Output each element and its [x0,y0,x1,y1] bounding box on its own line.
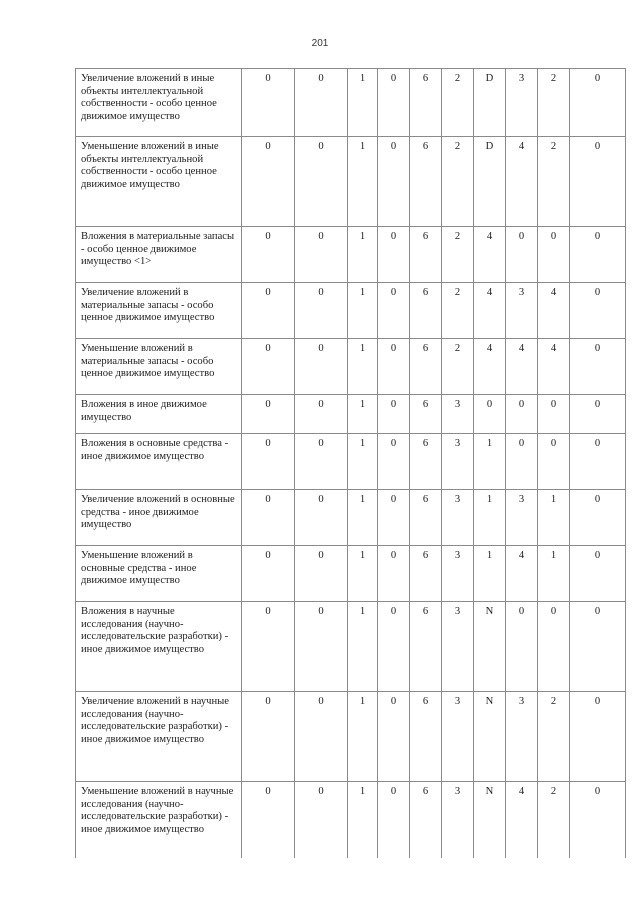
code-digit-7: 0 [474,395,506,434]
row-description: Уменьшение вложений в иные объекты интеллектуальной собственности - особо ценное движимое имущество [76,137,242,227]
code-digit-1: 0 [242,602,295,692]
code-digit-3: 1 [348,546,378,602]
code-digit-4: 0 [378,339,410,395]
code-digit-2: 0 [295,546,348,602]
code-digit-4: 0 [378,782,410,858]
code-digit-1: 0 [242,283,295,339]
row-description: Увеличение вложений в научные исследования (научно-исследовательские разработки) - иное движимое имущество [76,692,242,782]
code-digit-5: 6 [410,283,442,339]
code-digit-4: 0 [378,490,410,546]
code-digit-7: 4 [474,283,506,339]
table-row [76,434,626,490]
code-digit-4: 0 [378,602,410,692]
row-description: Уменьшение вложений в научные исследования (научно-исследовательские разработки) - иное движимое имущество [76,782,242,858]
code-digit-10: 0 [570,546,626,602]
code-digit-7: D [474,69,506,137]
code-digit-5: 6 [410,137,442,227]
code-digit-4: 0 [378,137,410,227]
code-digit-4: 0 [378,283,410,339]
code-digit-5: 6 [410,227,442,283]
code-digit-7: 1 [474,434,506,490]
code-digit-3: 1 [348,692,378,782]
code-digit-9: 2 [538,137,570,227]
code-digit-1: 0 [242,782,295,858]
code-digit-9: 2 [538,69,570,137]
table-row [76,602,626,692]
row-description: Увеличение вложений в основные средства - иное движимое имущество [76,490,242,546]
code-digit-8: 0 [506,434,538,490]
row-description: Вложения в материальные запасы - особо ценное движимое имущество <1> [76,227,242,283]
code-digit-2: 0 [295,602,348,692]
code-digit-6: 3 [442,546,474,602]
code-digit-9: 4 [538,339,570,395]
code-digit-8: 4 [506,782,538,858]
code-digit-3: 1 [348,395,378,434]
code-digit-9: 2 [538,782,570,858]
code-digit-1: 0 [242,434,295,490]
code-digit-8: 3 [506,490,538,546]
code-digit-3: 1 [348,283,378,339]
code-digit-1: 0 [242,490,295,546]
code-digit-1: 0 [242,69,295,137]
code-digit-6: 3 [442,602,474,692]
code-digit-1: 0 [242,395,295,434]
code-digit-4: 0 [378,692,410,782]
code-digit-8: 0 [506,395,538,434]
code-digit-4: 0 [378,69,410,137]
code-digit-1: 0 [242,227,295,283]
code-digit-7: D [474,137,506,227]
table-row [76,546,626,602]
code-digit-4: 0 [378,546,410,602]
code-digit-4: 0 [378,395,410,434]
code-digit-2: 0 [295,490,348,546]
code-digit-9: 0 [538,602,570,692]
code-digit-6: 2 [442,339,474,395]
code-digit-3: 1 [348,490,378,546]
row-description: Уменьшение вложений в материальные запасы - особо ценное движимое имущество [76,339,242,395]
table-row [76,339,626,395]
code-digit-3: 1 [348,782,378,858]
table-row [76,395,626,434]
code-digit-8: 3 [506,692,538,782]
code-digit-9: 0 [538,227,570,283]
code-digit-6: 2 [442,69,474,137]
code-digit-6: 2 [442,137,474,227]
table-row [76,227,626,283]
code-digit-7: 4 [474,339,506,395]
code-digit-9: 4 [538,283,570,339]
row-description: Увеличение вложений в материальные запасы - особо ценное движимое имущество [76,283,242,339]
code-digit-2: 0 [295,339,348,395]
code-digit-6: 3 [442,395,474,434]
code-digit-5: 6 [410,434,442,490]
code-digit-8: 4 [506,137,538,227]
table-row [76,692,626,782]
code-digit-10: 0 [570,227,626,283]
code-digit-9: 1 [538,546,570,602]
code-digit-10: 0 [570,395,626,434]
code-digit-10: 0 [570,602,626,692]
code-digit-9: 0 [538,434,570,490]
code-digit-5: 6 [410,546,442,602]
code-digit-8: 0 [506,227,538,283]
code-digit-10: 0 [570,137,626,227]
code-digit-9: 0 [538,395,570,434]
code-digit-5: 6 [410,395,442,434]
table-row [76,137,626,227]
code-digit-7: 1 [474,546,506,602]
code-digit-6: 3 [442,490,474,546]
row-description: Уменьшение вложений в основные средства - иное движимое имущество [76,546,242,602]
table-row [76,490,626,546]
code-digit-5: 6 [410,69,442,137]
code-digit-4: 0 [378,227,410,283]
row-description: Вложения в иное движимое имущество [76,395,242,434]
account-codes-table [75,68,626,858]
code-digit-6: 2 [442,283,474,339]
code-digit-7: N [474,692,506,782]
code-digit-2: 0 [295,227,348,283]
code-digit-6: 2 [442,227,474,283]
code-digit-8: 3 [506,283,538,339]
code-digit-3: 1 [348,137,378,227]
code-digit-5: 6 [410,490,442,546]
code-digit-2: 0 [295,692,348,782]
code-digit-10: 0 [570,692,626,782]
code-digit-2: 0 [295,434,348,490]
code-digit-10: 0 [570,283,626,339]
code-digit-6: 3 [442,434,474,490]
code-digit-3: 1 [348,602,378,692]
code-digit-8: 3 [506,69,538,137]
code-digit-5: 6 [410,782,442,858]
code-digit-5: 6 [410,602,442,692]
code-digit-6: 3 [442,692,474,782]
code-digit-3: 1 [348,434,378,490]
code-digit-1: 0 [242,546,295,602]
table-row [76,283,626,339]
code-digit-9: 1 [538,490,570,546]
code-digit-2: 0 [295,395,348,434]
code-digit-3: 1 [348,69,378,137]
code-digit-10: 0 [570,434,626,490]
code-digit-1: 0 [242,339,295,395]
code-digit-2: 0 [295,69,348,137]
page-number: 201 [311,38,329,49]
code-digit-10: 0 [570,69,626,137]
code-digit-5: 6 [410,692,442,782]
code-digit-7: 4 [474,227,506,283]
row-description: Вложения в основные средства - иное движимое имущество [76,434,242,490]
code-digit-10: 0 [570,490,626,546]
code-digit-8: 4 [506,339,538,395]
code-digit-2: 0 [295,137,348,227]
row-description: Увеличение вложений в иные объекты интеллектуальной собственности - особо ценное движимое имущество [76,69,242,137]
table-row [76,69,626,137]
code-digit-1: 0 [242,137,295,227]
code-digit-9: 2 [538,692,570,782]
code-digit-3: 1 [348,339,378,395]
code-digit-8: 0 [506,602,538,692]
row-description: Вложения в научные исследования (научно-исследовательские разработки) - иное движимое имущество [76,602,242,692]
code-digit-10: 0 [570,782,626,858]
table-body [76,69,626,858]
code-digit-6: 3 [442,782,474,858]
code-digit-8: 4 [506,546,538,602]
code-digit-1: 0 [242,692,295,782]
table-row [76,782,626,858]
code-digit-2: 0 [295,283,348,339]
code-digit-5: 6 [410,339,442,395]
code-digit-7: N [474,782,506,858]
code-digit-4: 0 [378,434,410,490]
code-digit-2: 0 [295,782,348,858]
code-digit-7: 1 [474,490,506,546]
code-digit-3: 1 [348,227,378,283]
code-digit-10: 0 [570,339,626,395]
code-digit-7: N [474,602,506,692]
